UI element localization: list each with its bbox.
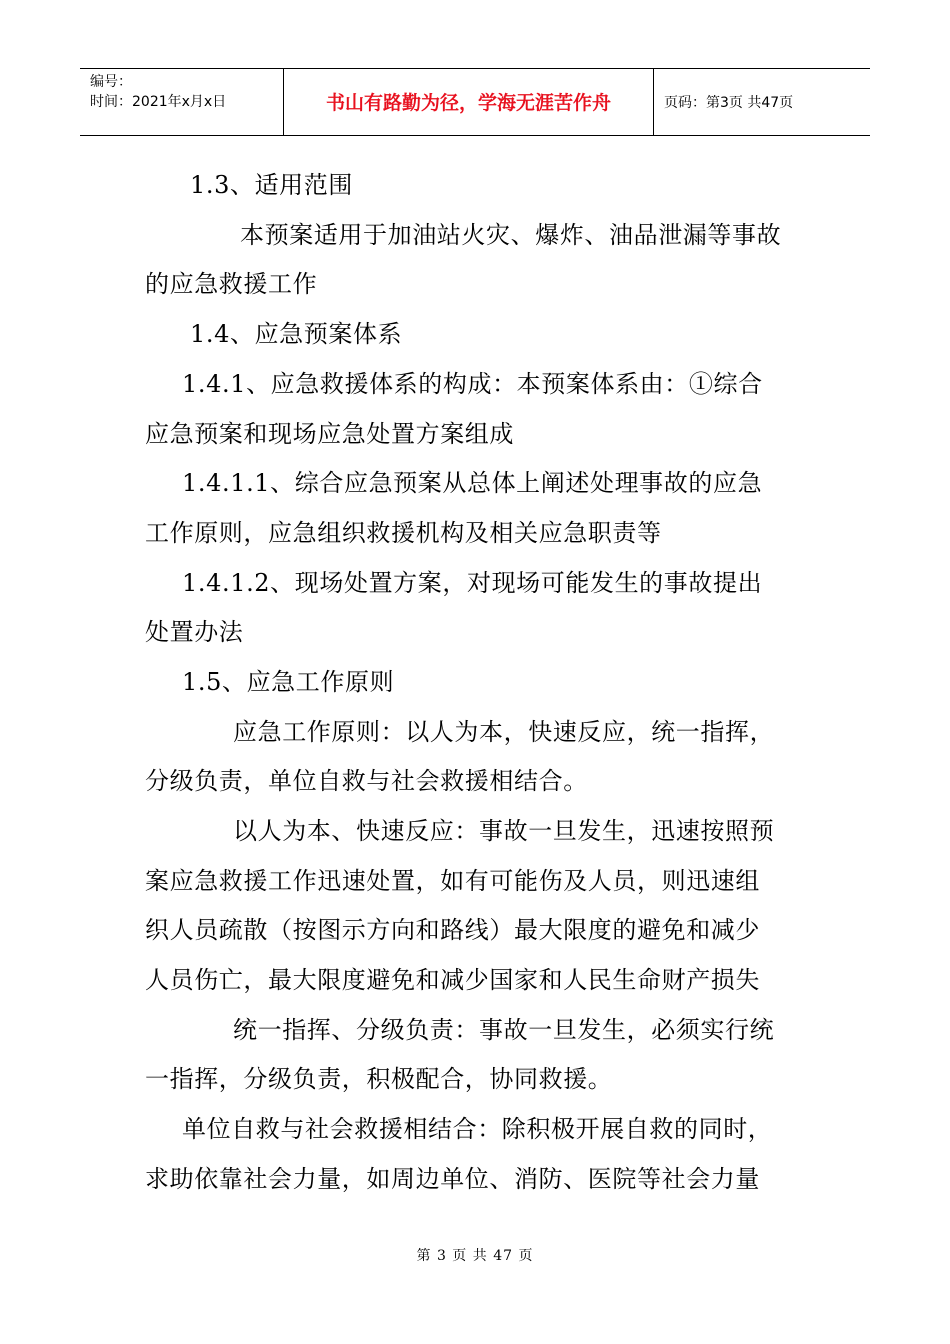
paragraph-line: 的应急救援工作	[145, 270, 318, 298]
paragraph-line: 工作原则，应急组织救援机构及相关应急职责等	[145, 519, 662, 547]
document-header	[80, 68, 870, 136]
paragraph-line: 1.4.1.1、综合应急预案从总体上阐述处理事故的应急	[182, 469, 763, 497]
paragraph-line: 1.4.1.2、现场处置方案，对现场可能发生的事故提出	[182, 569, 763, 597]
paragraph-line: 求助依靠社会力量，如周边单位、消防、医院等社会力量	[145, 1165, 760, 1193]
header-page-code: 页码：第3页 共47页	[664, 95, 794, 111]
section-heading-1-4: 1.4、应急预案体系	[190, 320, 403, 348]
paragraph-line: 1.4.1、应急救援体系的构成：本预案体系由：①综合	[182, 370, 763, 398]
paragraph-line: 案应急救援工作迅速处置，如有可能伤及人员，则迅速组	[145, 867, 760, 895]
paragraph-line: 单位自救与社会救援相结合：除积极开展自救的同时，	[182, 1115, 773, 1143]
date-label: 时间：2021年x月x日	[90, 94, 227, 110]
page-footer: 第 3 页 共 47 页	[416, 1248, 534, 1264]
paragraph-line: 本预案适用于加油站火灾、爆炸、油品泄漏等事故	[240, 221, 782, 249]
header-left-cell	[80, 69, 284, 135]
paragraph-line: 织人员疏散（按图示方向和路线）最大限度的避免和减少	[145, 916, 760, 944]
header-right-cell	[654, 69, 870, 135]
paragraph-line: 分级负责，单位自救与社会救援相结合。	[145, 767, 588, 795]
code-label: 编号：	[90, 74, 132, 90]
paragraph-line: 人员伤亡，最大限度避免和减少国家和人民生命财产损失	[145, 966, 760, 994]
paragraph-line: 统一指挥、分级负责：事故一旦发生，必须实行统	[233, 1016, 775, 1044]
paragraph-line: 处置办法	[145, 618, 244, 646]
header-motto: 书山有路勤为径，学海无涯苦作舟	[325, 92, 611, 114]
section-heading-1-5: 1.5、应急工作原则	[182, 668, 395, 696]
header-middle-cell	[284, 69, 654, 135]
paragraph-line: 以人为本、快速反应：事故一旦发生，迅速按照预	[233, 817, 775, 845]
paragraph-line: 应急预案和现场应急处置方案组成	[145, 420, 514, 448]
paragraph-line: 一指挥，分级负责，积极配合，协同救援。	[145, 1065, 613, 1093]
section-heading-1-3: 1.3、适用范围	[190, 171, 353, 199]
paragraph-line: 应急工作原则：以人为本，快速反应，统一指挥，	[233, 718, 775, 746]
